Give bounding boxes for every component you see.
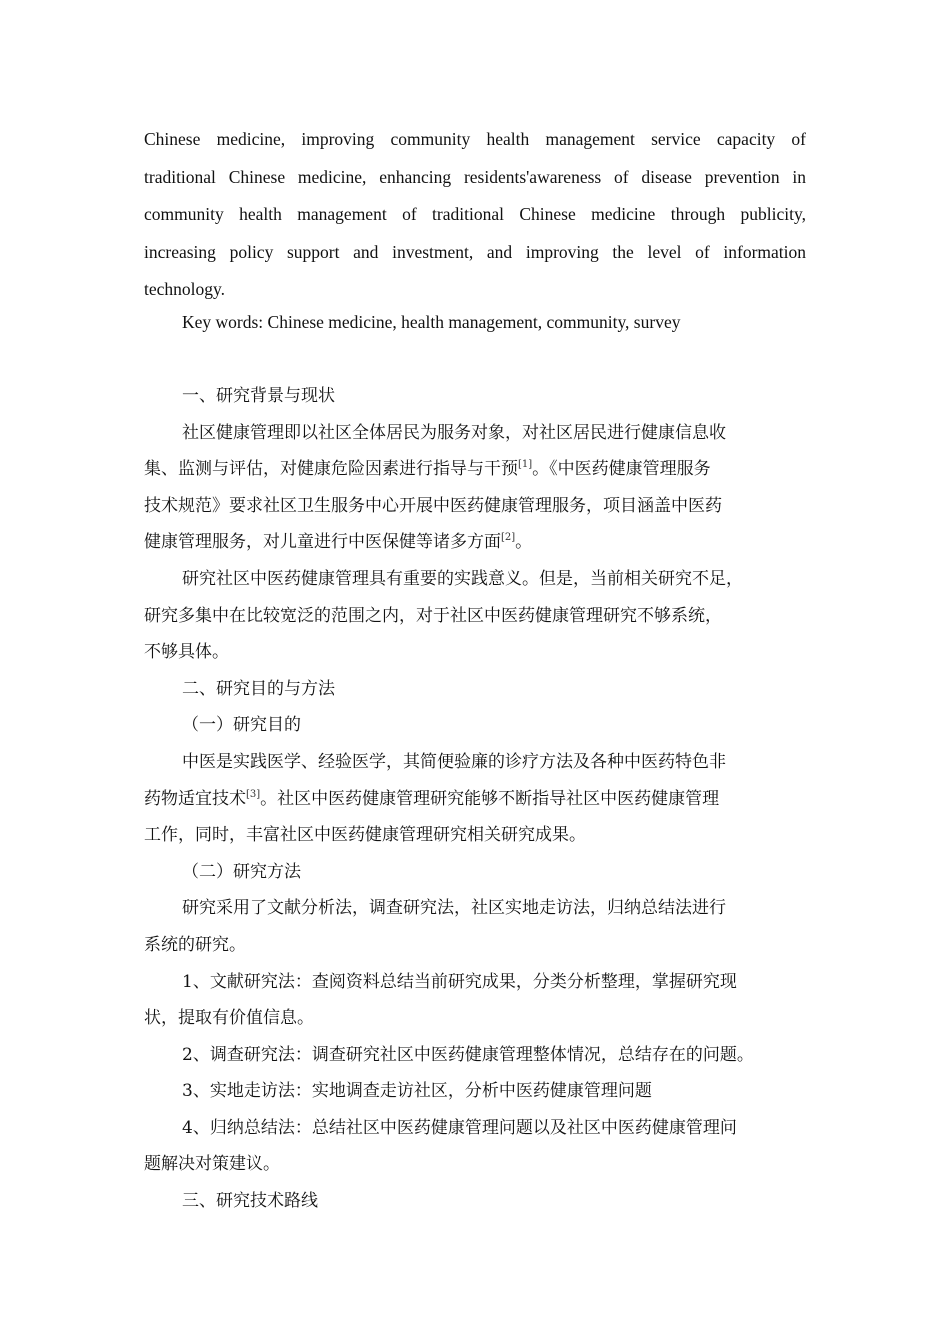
paragraph-line: 技术规范》要求社区卫生服务中心开展中医药健康管理服务，项目涵盖中医药 (144, 495, 722, 516)
paragraph-line: 不够具体。 (144, 642, 229, 663)
method-item-induction: 4、归纳总结法：总结社区中医药健康管理问题以及社区中医药健康管理问 (182, 1117, 737, 1138)
paragraph-text: 药物适宜技术 (144, 788, 246, 809)
paragraph-line (144, 524, 828, 561)
paragraph-line: 中医是实践医学、经验医学，其简便验廉的诊疗方法及各种中医药特色非 (182, 751, 726, 772)
paragraph-line: 题解决对策建议。 (144, 1154, 280, 1175)
chinese-body (144, 378, 828, 1220)
method-item-literature: 1、文献研究法：查阅资料总结当前研究成果，分类分析整理，掌握研究现 (182, 971, 737, 992)
abstract-line: traditional Chinese medicine, enhancing residents'awareness of disease prevention in (144, 166, 806, 187)
section-heading-tech-route: 三、研究技术路线 (182, 1191, 318, 1212)
paragraph-line: 工作，同时，丰富社区中医药健康管理研究相关研究成果。 (144, 825, 586, 846)
abstract-line: increasing policy support and investment, and improving the level of information (144, 241, 806, 262)
paragraph-text: 集、监测与评估，对健康危险因素进行指导与干预 (144, 459, 518, 480)
abstract-line: community health management of traditional Chinese medicine through publicity, (144, 204, 806, 224)
subsection-heading-method: （二）研究方法 (182, 861, 301, 882)
abstract-line: Chinese medicine, improving community health management service capacity of (144, 129, 806, 149)
section-heading-purpose-method: 二、研究目的与方法 (182, 678, 335, 699)
paragraph-text: 。社区中医药健康管理研究能够不断指导社区中医药健康管理 (260, 788, 720, 809)
paragraph-line (144, 781, 828, 818)
paragraph-line: 系统的研究。 (144, 934, 246, 955)
citation-ref-2[interactable]: [2] (501, 532, 516, 544)
abstract-line: technology. (144, 279, 225, 299)
keywords-line: Key words: Chinese medicine, health management, community, survey (182, 312, 681, 332)
paragraph-line (144, 451, 828, 488)
paragraph-line: 研究多集中在比较宽泛的范围之内，对于社区中医药健康管理研究不够系统， (144, 605, 722, 626)
citation-ref-3[interactable]: [3] (246, 788, 261, 800)
paragraph-line: 研究采用了文献分析法，调查研究法，社区实地走访法，归纳总结法进行 (182, 898, 726, 919)
paragraph-text: 。 (515, 532, 533, 553)
paragraph-line: 社区健康管理即以社区全体居民为服务对象，对社区居民进行健康信息收 (182, 422, 726, 443)
method-item-field-visit: 3、实地走访法：实地调查走访社区，分析中医药健康管理问题 (182, 1081, 652, 1102)
section-heading-background: 一、研究背景与现状 (182, 386, 335, 406)
paragraph-line: 状，提取有价值信息。 (144, 1008, 314, 1029)
paragraph-line: 研究社区中医药健康管理具有重要的实践意义。但是，当前相关研究不足， (182, 568, 743, 589)
citation-ref-1[interactable]: [1] (518, 459, 533, 471)
method-item-survey: 2、调查研究法：调查研究社区中医药健康管理整体情况，总结存在的问题。 (182, 1044, 754, 1065)
subsection-heading-purpose: （一）研究目的 (182, 715, 301, 736)
english-abstract (144, 121, 806, 309)
paragraph-text: 。《中医药健康管理服务 (532, 459, 711, 480)
paragraph-text: 健康管理服务，对儿童进行中医保健等诸多方面 (144, 532, 501, 553)
